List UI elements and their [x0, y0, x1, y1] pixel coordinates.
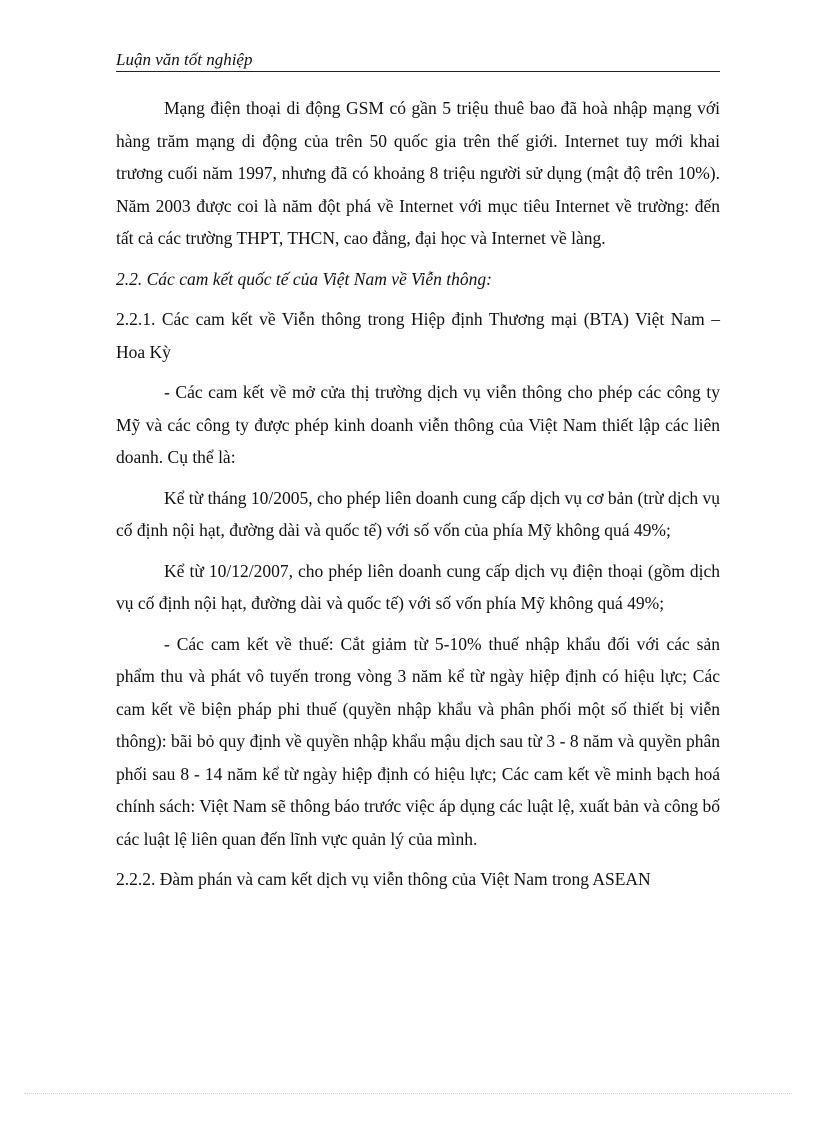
- section-heading-2-2-2: 2.2.2. Đàm phán và cam kết dịch vụ viễn thông của Việt Nam trong ASEAN: [116, 869, 651, 889]
- running-header: Luận văn tốt nghiệp: [116, 50, 253, 69]
- document-body: [116, 92, 720, 904]
- section-heading-2-2-1: 2.2.1. Các cam kết về Viễn thông trong Hiệp định Thương mại (BTA) Việt Nam – Hoa Kỳ: [116, 309, 720, 362]
- paragraph-tax-commitments: - Các cam kết về thuế: Cắt giảm từ 5-10% thuế nhập khẩu đối với các sản phẩm thu và phát vô tuyến trong vòng 3 năm kể từ ngày hiệp định có hiệu lực; Các cam kết về biện pháp phi thuế (quyền nhập khẩu và phân phối một số thiết bị viễn thông): bãi bỏ quy định về quyền nhập khẩu mậu dịch sau từ 3 - 8 năm và quyền phân phối sau 8 - 14 năm kể từ ngày hiệp định có hiệu lực; Các cam kết về minh bạch hoá chính sách: Việt Nam sẽ thông báo trước việc áp dụng các luật lệ, xuất bản và công bố các luật lệ liên quan đến lĩnh vực quản lý của mình.: [116, 633, 720, 849]
- paragraph-market-opening: - Các cam kết về mở cửa thị trường dịch vụ viễn thông cho phép các công ty Mỹ và các công ty được phép kinh doanh viễn thông của Việt Nam thiết lập các liên doanh. Cụ thể là:: [116, 382, 720, 467]
- section-heading-2-2: 2.2. Các cam kết quốc tế của Việt Nam về Viễn thông:: [116, 268, 492, 289]
- paragraph-from-2007: Kể từ 10/12/2007, cho phép liên doanh cung cấp dịch vụ điện thoại (gồm dịch vụ cố định nội hạt, đường dài và quốc tế) với số vốn phía Mỹ không quá 49%;: [116, 560, 720, 613]
- footer-rule: [24, 1093, 792, 1094]
- paragraph-gsm-internet: Mạng điện thoại di động GSM có gần 5 triệu thuê bao đã hoà nhập mạng với hàng trăm mạng di động của trên 50 quốc gia trên thế giới. Internet tuy mới khai trương cuối năm 1997, nhưng đã có khoảng 8 triệu người sử dụng (mật độ trên 10%). Năm 2003 được coi là năm đột phá về Internet với mục tiêu Internet về trường: đến tất cả các trường THPT, THCN, cao đẳng, đại học và Internet về làng.: [116, 98, 720, 248]
- paragraph-from-2005: Kể từ tháng 10/2005, cho phép liên doanh cung cấp dịch vụ cơ bản (trừ dịch vụ cố định nội hạt, đường dài và quốc tế) với số vốn của phía Mỹ không quá 49%;: [116, 487, 720, 540]
- header-rule: [116, 71, 720, 72]
